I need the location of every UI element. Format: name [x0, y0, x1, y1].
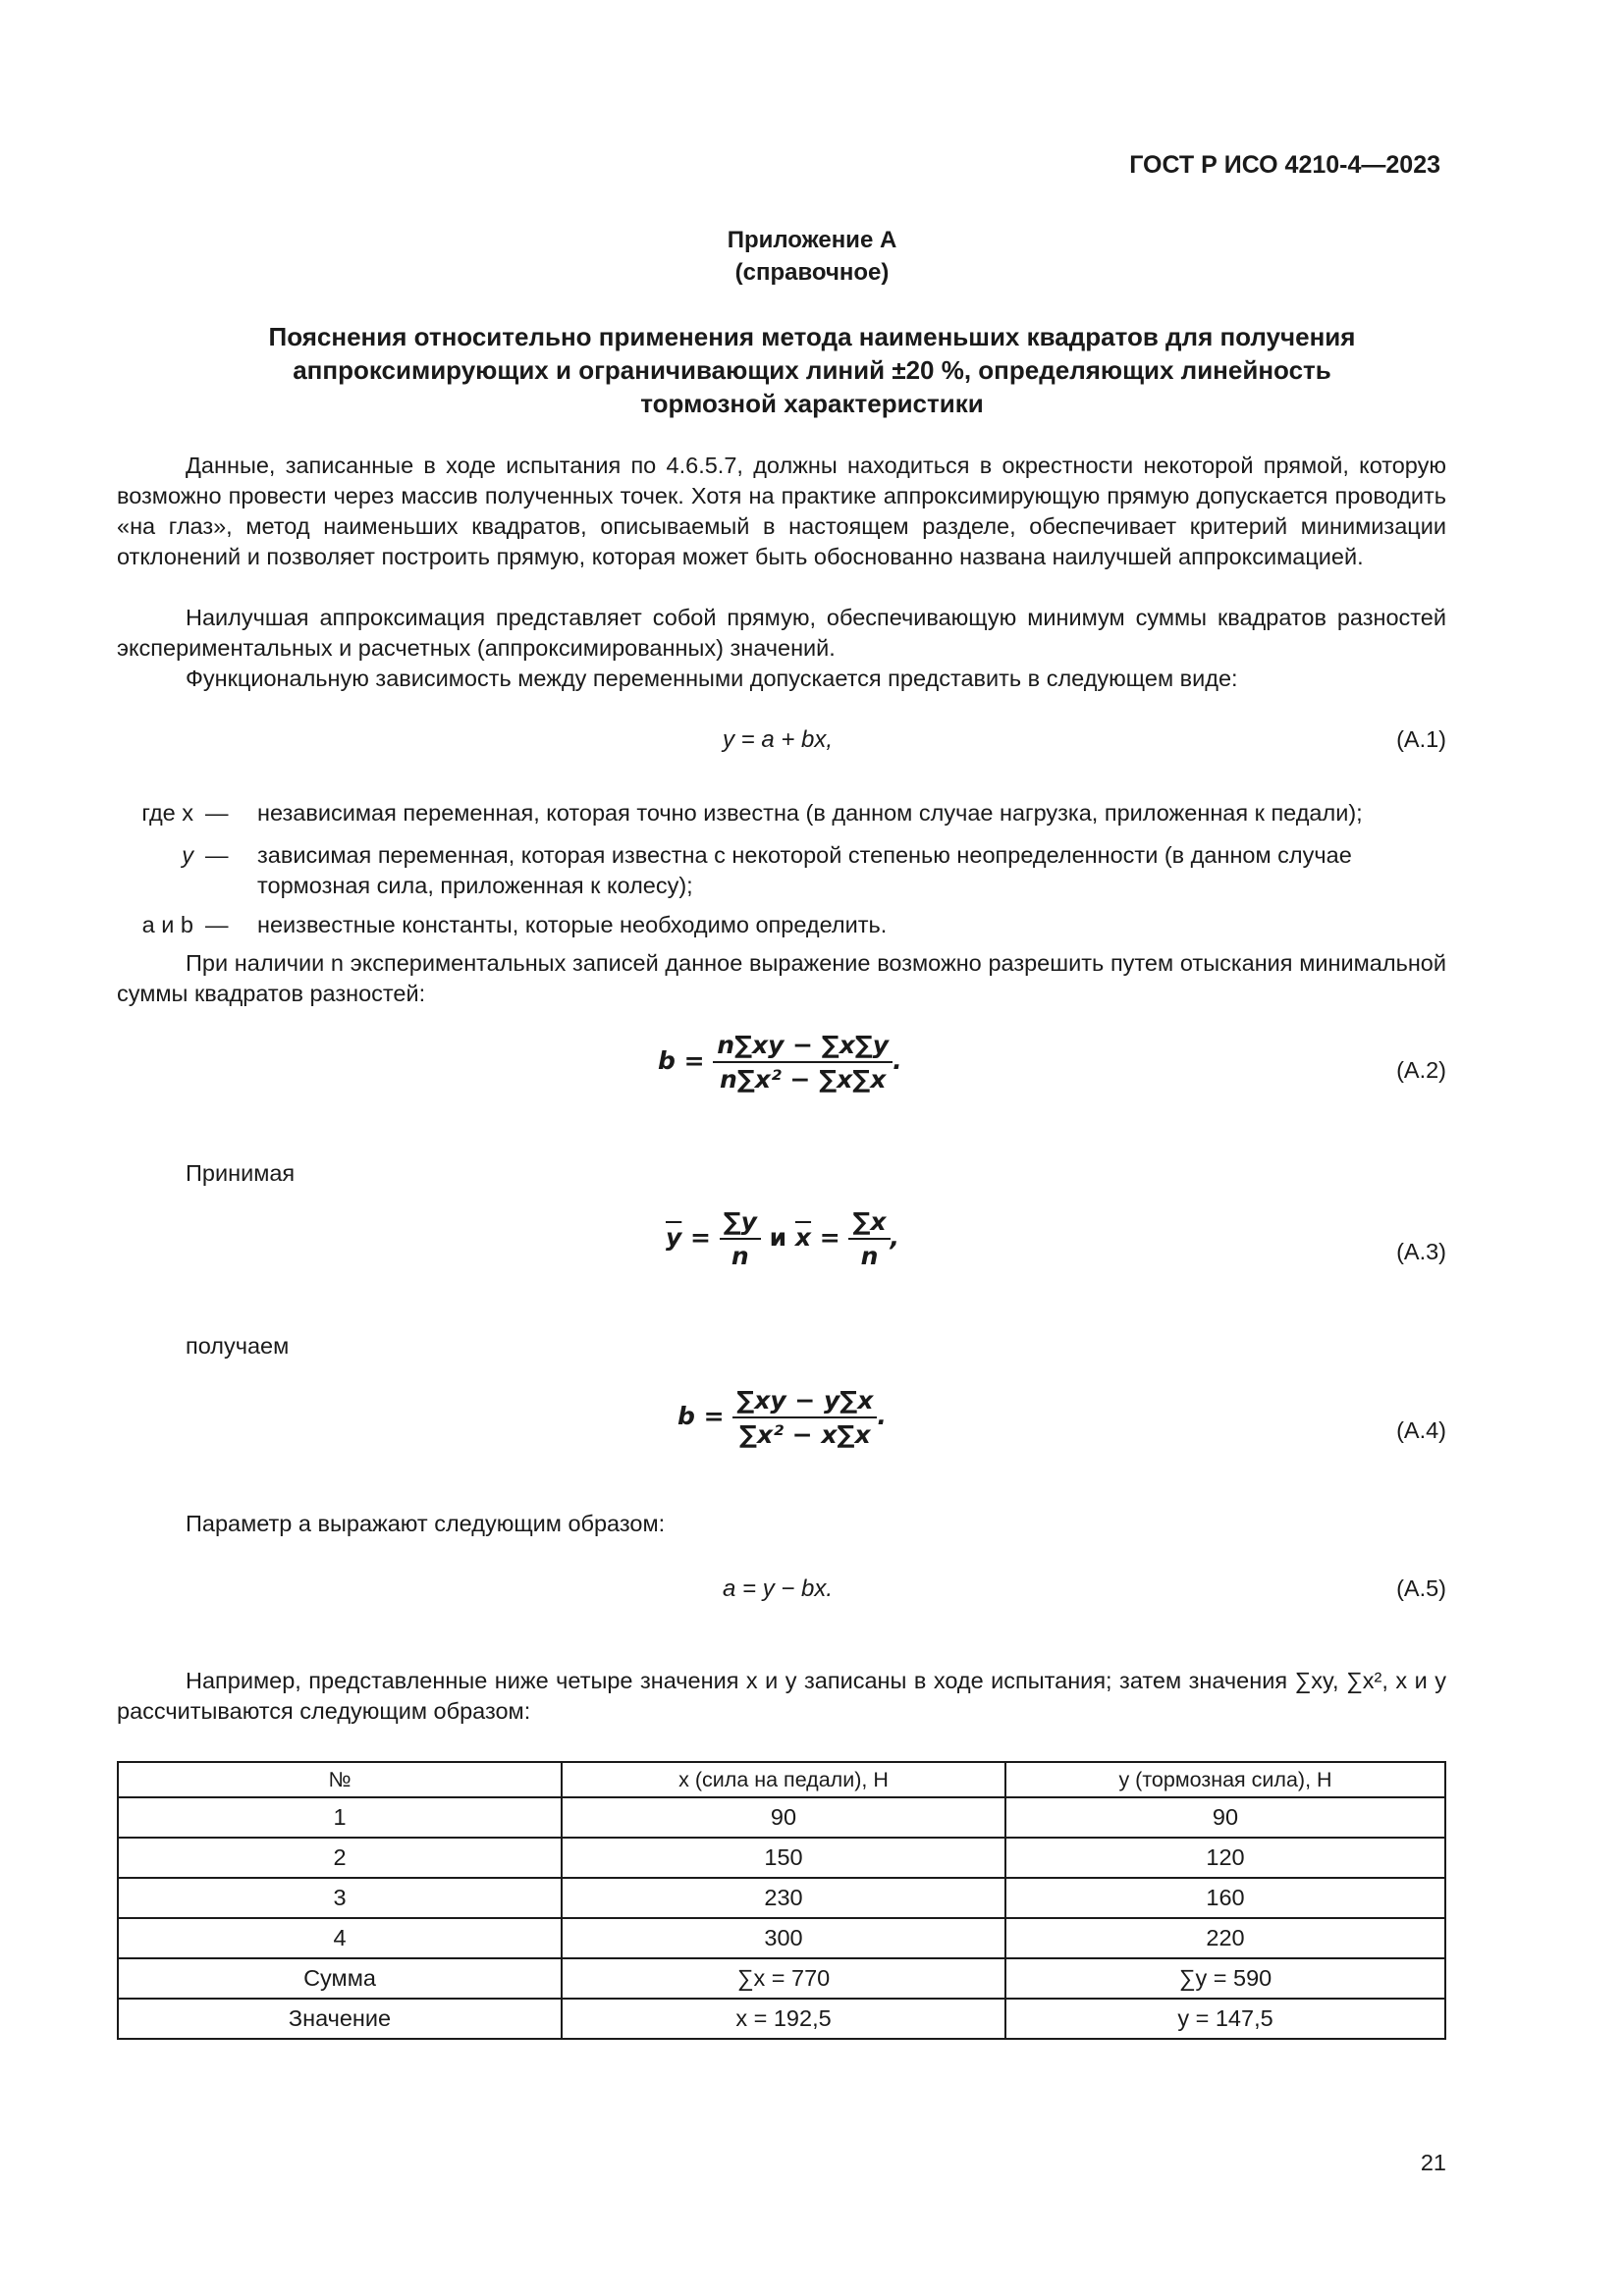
- equation-a3-row: [117, 1207, 1446, 1296]
- equation-a3-fraction-y: [720, 1207, 761, 1270]
- equals-sign: =: [690, 1223, 711, 1252]
- definition-text: независимая переменная, которая точно известна (в данном случае нагрузка, приложенная к педали);: [257, 800, 1363, 826]
- equation-a2: [658, 1031, 902, 1094]
- table-cell: Сумма: [118, 1958, 562, 1999]
- table-cell: 90: [562, 1797, 1005, 1838]
- table-row: [118, 1797, 1445, 1838]
- table-cell: 300: [562, 1918, 1005, 1958]
- table-header-cell: y (тормозная сила), Н: [1005, 1762, 1445, 1797]
- table-header-row: [118, 1762, 1445, 1797]
- paragraph-5: Параметр a выражают следующим образом:: [186, 1511, 666, 1536]
- table-cell: x = 192,5: [562, 1999, 1005, 2039]
- equation-a2-lhs: b =: [658, 1046, 705, 1075]
- table-row-sum: [118, 1958, 1445, 1999]
- table-row: [118, 1838, 1445, 1878]
- fraction-numerator: ∑x: [848, 1207, 890, 1240]
- table-row: [118, 1878, 1445, 1918]
- equation-a4-lhs: b =: [677, 1402, 725, 1430]
- definition-dash: —: [205, 800, 229, 826]
- equation-a4: [677, 1386, 887, 1449]
- equation-a4-numerator: ∑xy − y∑x: [732, 1386, 877, 1418]
- equation-a2-tail: .: [893, 1046, 902, 1075]
- table-cell: 90: [1005, 1797, 1445, 1838]
- table-row: [118, 1918, 1445, 1958]
- table-cell: 150: [562, 1838, 1005, 1878]
- paragraph-4: При наличии n экспериментальных записей данное выражение возможно разрешить путем отыскания минимальной суммы квадратов разностей:: [117, 950, 1446, 1006]
- paragraph-3: Функциональную зависимость между переменными допускается представить в следующем виде:: [186, 666, 1238, 691]
- equation-a3: [666, 1207, 899, 1270]
- equation-a1: y = a + bx,: [723, 726, 834, 753]
- equation-number-a4: (A.4): [1396, 1417, 1446, 1443]
- equation-a4-fraction: [732, 1386, 877, 1449]
- equation-a2-numerator: n∑xy − ∑x∑y: [713, 1031, 893, 1063]
- x-mean-symbol: $\overline{x}$: [794, 1223, 812, 1252]
- equation-a2-fraction: [713, 1031, 893, 1094]
- table-cell: Значение: [118, 1999, 562, 2039]
- table-header-cell: №: [118, 1762, 562, 1797]
- equation-a3-tail: ,: [890, 1223, 900, 1252]
- table-cell: y = 147,5: [1005, 1999, 1445, 2039]
- table-cell: ∑x = 770: [562, 1958, 1005, 1999]
- definition-text: неизвестные константы, которые необходимо определить.: [257, 912, 888, 937]
- measurements-table: [117, 1761, 1446, 2040]
- definition-term: a и b: [141, 912, 193, 937]
- definition-term: где x: [141, 800, 193, 826]
- definition-term: y: [182, 842, 193, 868]
- table-cell: 1: [118, 1797, 562, 1838]
- table-cell: 230: [562, 1878, 1005, 1918]
- table-cell: 2: [118, 1838, 562, 1878]
- text-accepting: Принимая: [186, 1160, 296, 1186]
- table-row-mean: [118, 1999, 1445, 2039]
- table-cell: 4: [118, 1918, 562, 1958]
- table-cell: 220: [1005, 1918, 1445, 1958]
- equation-number-a5: (A.5): [1396, 1575, 1446, 1601]
- table-cell: 160: [1005, 1878, 1445, 1918]
- fraction-numerator: ∑y: [720, 1207, 761, 1240]
- table-header-cell: x (сила на педали), Н: [562, 1762, 1005, 1797]
- text-getting: получаем: [186, 1333, 290, 1359]
- equation-number-a2: (A.2): [1396, 1057, 1446, 1083]
- y-mean-symbol: $\overline{y}$: [666, 1223, 682, 1252]
- appendix-title: Приложение А: [727, 227, 897, 253]
- table-cell: 120: [1005, 1838, 1445, 1878]
- equation-a4-tail: .: [877, 1402, 887, 1430]
- appendix-type: (справочное): [734, 259, 890, 286]
- section-title: [157, 320, 1467, 420]
- equals-sign: =: [819, 1223, 840, 1252]
- equation-a3-fraction-x: [848, 1207, 890, 1270]
- table-cell: 3: [118, 1878, 562, 1918]
- equation-a2-row: [117, 1031, 1446, 1119]
- paragraph-1: Данные, записанные в ходе испытания по 4.6.5.7, должны находиться в окрестности некоторой прямой, которую возможно провести через массив полученных точек. Хотя на практике аппроксимирующую прямую допускается проводить «на глаз», метод наименьших квадратов, описываемый в настоящем разделе, обеспечивает критерий минимизации отклонений и позволяет построить прямую, которая может быть обоснованно названа наилучшей аппроксимацией.: [117, 453, 1446, 569]
- fraction-denominator: n: [731, 1242, 749, 1270]
- paragraph-2: Наилучшая аппроксимация представляет собой прямую, обеспечивающую минимум суммы квадратов разностей экспериментальных и расчетных (аппроксимированных) значений.: [117, 605, 1446, 661]
- table-cell: ∑y = 590: [1005, 1958, 1445, 1999]
- equation-a5: a = y − bx.: [723, 1575, 834, 1602]
- definition-text: зависимая переменная, которая известна с некоторой степенью неопределенности (в данном случае тормозная сила, приложенная к колесу);: [257, 842, 1352, 898]
- equation-number-a1: (A.1): [1396, 726, 1446, 752]
- section-title-line-3: тормозной характеристики: [640, 389, 984, 418]
- equation-a4-row: [117, 1386, 1446, 1474]
- equation-a4-denominator: ∑x² − x∑x: [739, 1420, 871, 1449]
- standard-number: ГОСТ Р ИСО 4210-4—2023: [1129, 151, 1440, 179]
- section-title-line-1: Пояснения относительно применения метода наименьших квадратов для получения: [268, 322, 1356, 351]
- page-number: 21: [1420, 2150, 1446, 2175]
- paragraph-6: Например, представленные ниже четыре значения x и y записаны в ходе испытания; затем значения ∑xy, ∑x², x и y рассчитываются следующим образом:: [117, 1668, 1446, 1724]
- conjunction-and: и: [769, 1223, 787, 1252]
- definition-dash: —: [205, 842, 229, 868]
- equation-a2-denominator: n∑x² − ∑x∑x: [720, 1065, 887, 1094]
- fraction-denominator: n: [860, 1242, 879, 1270]
- section-title-line-2: аппроксимирующих и ограничивающих линий ±20 %, определяющих линейность: [293, 355, 1331, 385]
- equation-number-a3: (A.3): [1396, 1239, 1446, 1264]
- definition-dash: —: [205, 912, 229, 937]
